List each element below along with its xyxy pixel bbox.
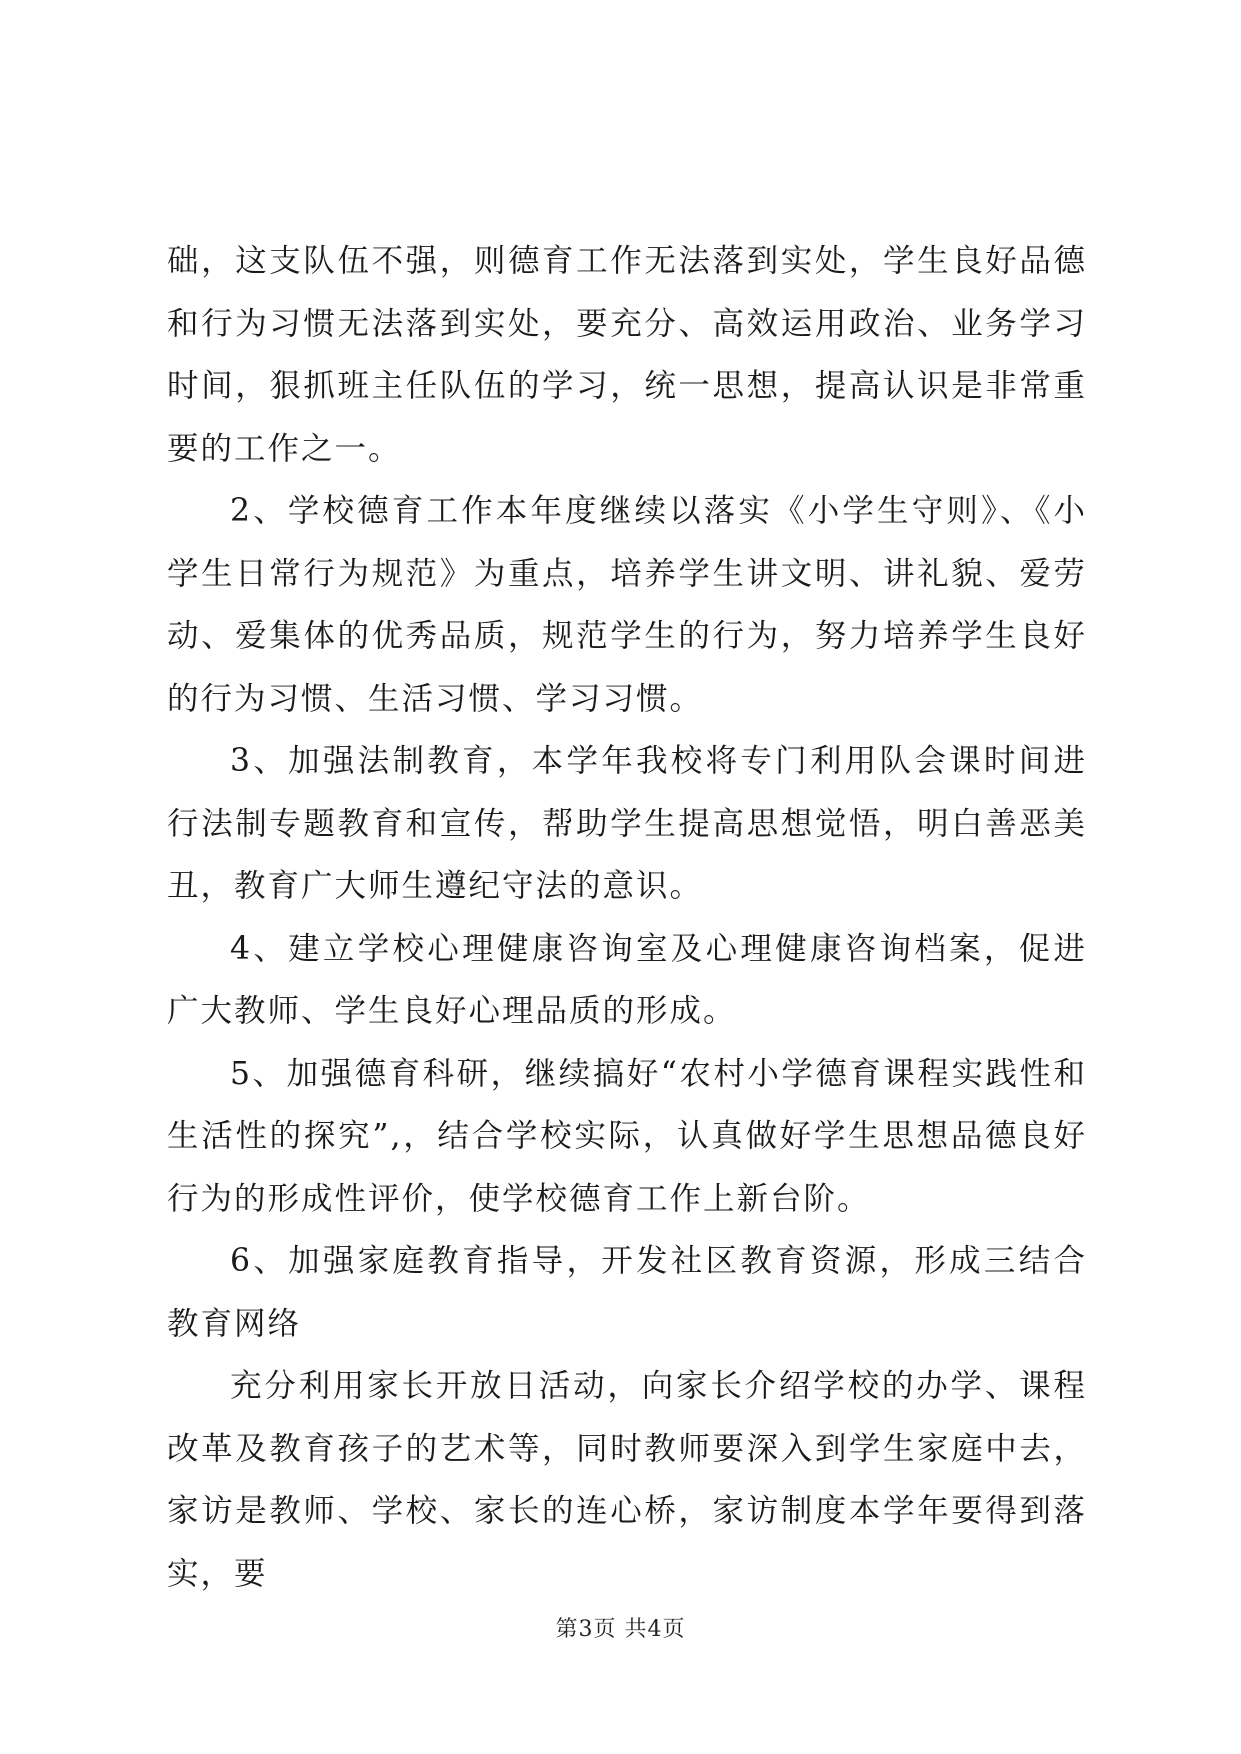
- paragraph-item-5: 5、加强德育科研，继续搞好“农村小学德育课程实践性和生活性的探究”,，结合学校实际，认真做好学生思想品德良好行为的形成性评价，使学校德育工作上新台阶。: [167, 1055, 1087, 1217]
- paragraph-home-visits: 充分利用家长开放日活动，向家长介绍学校的办学、课程改革及教育孩子的艺术等，同时教师要深入到学生家庭中去，家访是教师、学校、家长的连心桥，家访制度本学年要得到落实，要: [167, 1368, 1087, 1592]
- paragraph-item-3: 3、加强法制教育，本学年我校将专门利用队会课时间进行法制专题教育和宣传，帮助学生提高思想觉悟，明白善恶美丑，教育广大师生遵纪守法的意识。: [167, 743, 1087, 904]
- paragraph-item-4: 4、建立学校心理健康咨询室及心理健康咨询档案，促进广大教师、学生良好心理品质的形成。: [167, 930, 1087, 1029]
- paragraph-item-2: 2、学校德育工作本年度继续以落实《小学生守则》、《小学生日常行为规范》为重点，培养学生讲文明、讲礼貌、爱劳动、爱集体的优秀品质，规范学生的行为，努力培养学生良好的行为习惯、生活习惯、学习习惯。: [167, 493, 1087, 717]
- paragraph-item-6: 6、加强家庭教育指导，开发社区教育资源，形成三结合教育网络: [167, 1243, 1087, 1342]
- page-number-footer: 第3页 共4页: [555, 1617, 686, 1642]
- document-body: [167, 230, 1087, 1605]
- paragraph-continuation: 础，这支队伍不强，则德育工作无法落到实处，学生良好品德和行为习惯无法落到实处，要充分、高效运用政治、业务学习时间，狠抓班主任队伍的学习，统一思想，提高认识是非常重要的工作之一。: [167, 243, 1087, 467]
